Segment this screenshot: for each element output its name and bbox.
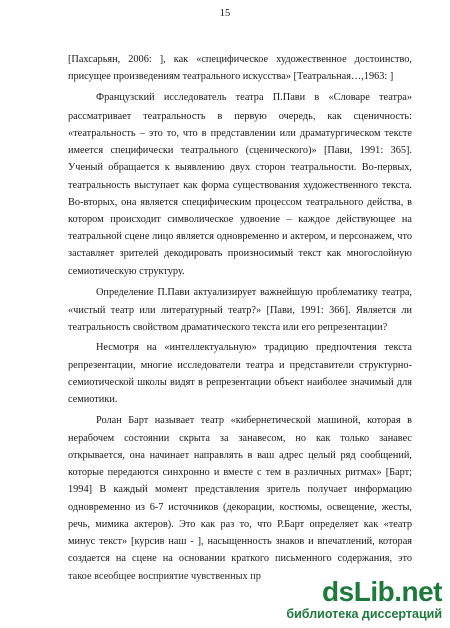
text-line: Ролан Барт называет театр «кибернетической машиной, которая в [96, 415, 412, 426]
text-line: речь, мимика актеров). Это как раз то, что Р.Барт определяет как «театр [68, 519, 412, 530]
page-number: 15 [219, 8, 231, 19]
text-line: театральность свойством драматического текста или его репрезентации? [68, 322, 388, 333]
text-line: Ученый обращается к выявлению двух сторон театральности. Во-первых, [68, 162, 412, 173]
watermark-logo: dsLib.net [322, 576, 442, 607]
text-line: заставляет зрителей декодировать произносимый текст как многослойную [68, 248, 412, 259]
text-line: театральной сцене лицо является одновременно и актером, и персонажем, что [68, 231, 412, 242]
dslib-watermark[interactable] [274, 576, 444, 624]
text-line: театральность выступает как форма существования художественного текста. [68, 180, 412, 191]
text-line: Несмотря на «интеллектуальную» традицию предпочтения текста [96, 342, 412, 353]
text-line: нерабочем состоянии скрыта за занавесом, но как только занавес [68, 433, 412, 444]
text-line: создается на сцене на основании краткого письменного содержания, это [68, 553, 412, 564]
text-line: которые передаются синхронно и вместе с тем в различных ритмах» [Барт; [68, 467, 412, 478]
text-line: Французский исследователь театра П.Пави в «Словаре театра» [96, 92, 412, 103]
text-line: рассматривает театральность в первую очередь, как сценичность: [68, 111, 412, 122]
text-line: присущее произведениям театрального искусства» [Театральная…,1963: ] [68, 71, 394, 82]
text-line: открывается, она начинает направлять в ваш адрес целый ряд сообщений, [68, 450, 412, 461]
text-line: семиотическую структуру. [68, 266, 185, 277]
text-line: Определение П.Пави актуализирует важнейшую проблематику театра, [96, 287, 412, 298]
text-line: такое всеобщее восприятие чувственных пр [68, 571, 261, 582]
text-line: семиотики. [68, 394, 118, 405]
text-line: «театральность – это то, что в представлении или драматургическом тексте [68, 128, 412, 139]
text-line: минус текст» [курсив наш - ], насыщенность знаков и впечатлений, которая [68, 536, 412, 547]
text-line: репрезентации, многие исследователи театра и представители структурно- [68, 360, 412, 371]
text-line: имеется специфически театрального (сценического)» [Пави, 1991: 365]. [68, 145, 412, 156]
text-line: котором происходит символическое удвоение – каждое действующее на [68, 214, 412, 225]
watermark-subtitle: библиотека диссертаций [286, 607, 442, 621]
text-line: одновременно из 6-7 источников (декорации, костюмы, освещение, жесты, [68, 502, 412, 513]
text-line: Во-вторых, она является специфическим процессом театрального действа, в [68, 197, 412, 208]
text-line: 1994] В каждый момент представления зритель получает информацию [68, 484, 412, 495]
text-line: «чистый театр или литературный театр?» [Пави, 1991: 366]. Является ли [68, 305, 412, 316]
text-line: [Пахсарьян, 2006: ], как «специфическое художественное достоинство, [68, 54, 412, 65]
text-line: семиотической школы видят в репрезентации объект наиболее значимый для [68, 377, 412, 388]
